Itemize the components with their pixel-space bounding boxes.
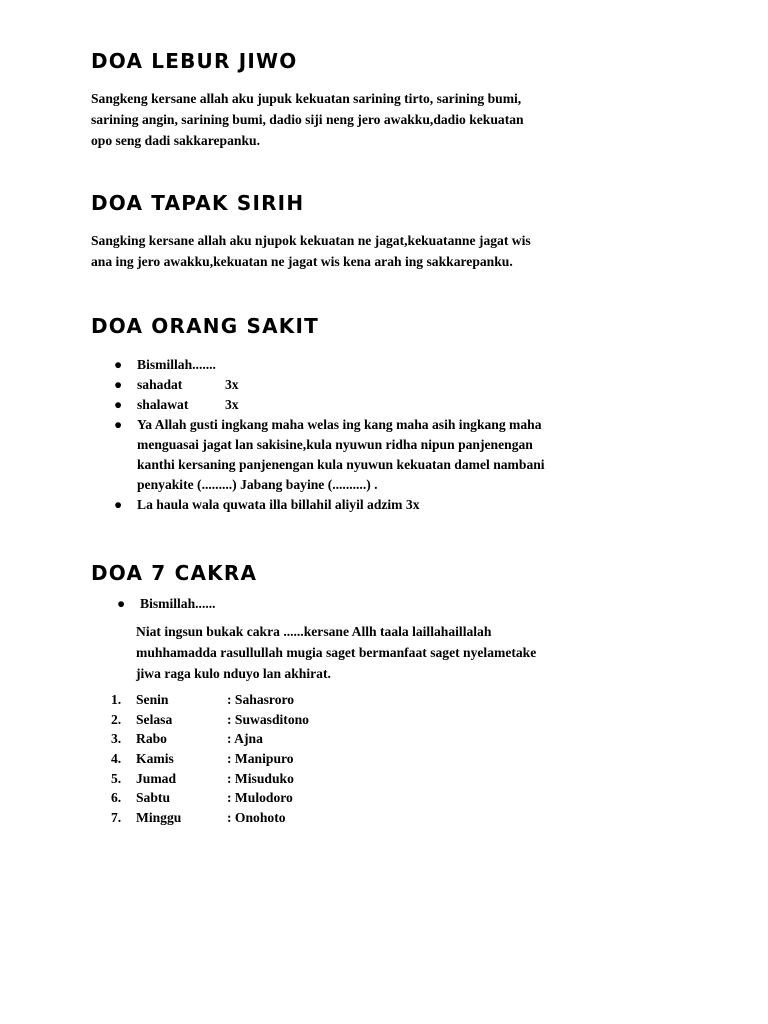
- list-item: [0, 395, 657, 415]
- heading-7-cakra: DOA 7 CAKRA: [91, 561, 258, 585]
- paragraph-line: ana ing jero awakku,kekuatan ne jagat wis kena arah ing sakkarepanku.: [91, 254, 513, 269]
- item-number: 2.: [111, 711, 122, 727]
- list-item-value: 3x: [225, 397, 239, 412]
- day-name: Kamis: [136, 751, 174, 767]
- day-name: Sabtu: [136, 790, 171, 806]
- day-name: Rabo: [136, 731, 167, 747]
- list-item-line: penyakite (.........) Jabang bayine (..........) .: [137, 477, 378, 492]
- item-number: 3.: [111, 731, 122, 747]
- bullet-icon: ●: [114, 357, 123, 372]
- cakra-name: : Suwasditono: [227, 711, 309, 727]
- list-item-line: menguasai jagat lan sakisine,kula nyuwun ridha nipun panjenengan: [137, 437, 533, 452]
- heading-tapak-sirih: DOA TAPAK SIRIH: [91, 191, 305, 215]
- bullet-icon: ●: [114, 417, 123, 432]
- item-number: 4.: [111, 751, 122, 767]
- cakra-name: : Misuduko: [227, 770, 294, 786]
- list-item: [0, 375, 657, 395]
- bismillah-text: Bismillah......: [140, 596, 216, 611]
- paragraph-niat: [136, 621, 696, 684]
- paragraph-lebur-jiwo: [91, 88, 691, 151]
- bullet-icon: ●: [114, 377, 123, 392]
- heading-orang-sakit: DOA ORANG SAKIT: [91, 314, 319, 338]
- list-item-line: kanthi kersaning panjenengan kula nyuwun kekuatan damel nambani: [137, 457, 545, 472]
- list-item-value: 3x: [225, 377, 239, 392]
- item-number: 6.: [111, 790, 122, 806]
- list-item-line: Ya Allah gusti ingkang maha welas ing kang maha asih ingkang maha: [137, 417, 542, 432]
- paragraph-line: Niat ingsun bukak cakra ......kersane Allh taala laillahaillalah: [136, 624, 492, 639]
- cakra-name: : Onohoto: [227, 810, 286, 826]
- item-number: 7.: [111, 810, 122, 826]
- day-name: Minggu: [136, 810, 182, 826]
- heading-lebur-jiwo: DOA LEBUR JIWO: [91, 49, 298, 73]
- day-name: Selasa: [136, 711, 173, 727]
- paragraph-line: Sangking kersane allah aku njupok kekuatan ne jagat,kekuatanne jagat wis: [91, 233, 531, 248]
- list-item-text: La haula wala quwata illa billahil aliyil adzim 3x: [137, 497, 420, 512]
- paragraph-line: Sangkeng kersane allah aku jupuk kekuatan sarining tirto, sarining bumi,: [91, 91, 522, 106]
- paragraph-line: opo seng dadi sakkarepanku.: [91, 133, 260, 148]
- cakra-name: : Manipuro: [227, 751, 294, 767]
- paragraph-tapak-sirih: [91, 230, 691, 272]
- bullet-icon: ●: [117, 596, 126, 611]
- list-item-label: sahadat: [137, 377, 183, 392]
- bullet-icon: ●: [114, 497, 123, 512]
- list-item: [0, 355, 657, 375]
- item-number: 1.: [111, 692, 122, 707]
- paragraph-line: jiwa raga kulo nduyo lan akhirat.: [136, 666, 331, 681]
- paragraph-line: sarining angin, sarining bumi, dadio siji neng jero awakku,dadio kekuatan: [91, 112, 524, 127]
- cakra-name: : Mulodoro: [227, 790, 293, 806]
- list-item: [0, 415, 657, 495]
- cakra-name: : Sahasroro: [227, 692, 295, 707]
- paragraph-line: muhhamadda rasullullah mugia saget bermanfaat saget nyelametake: [136, 645, 537, 660]
- day-name: Jumad: [136, 770, 177, 786]
- day-name: Senin: [136, 692, 169, 707]
- bullet-icon: ●: [114, 397, 123, 412]
- list-orang-sakit: [0, 355, 657, 515]
- list-item-label: shalawat: [137, 397, 189, 412]
- cakra-name: : Ajna: [227, 731, 263, 747]
- item-number: 5.: [111, 770, 122, 786]
- list-item-text: Bismillah.......: [137, 357, 216, 372]
- list-item: [0, 495, 657, 515]
